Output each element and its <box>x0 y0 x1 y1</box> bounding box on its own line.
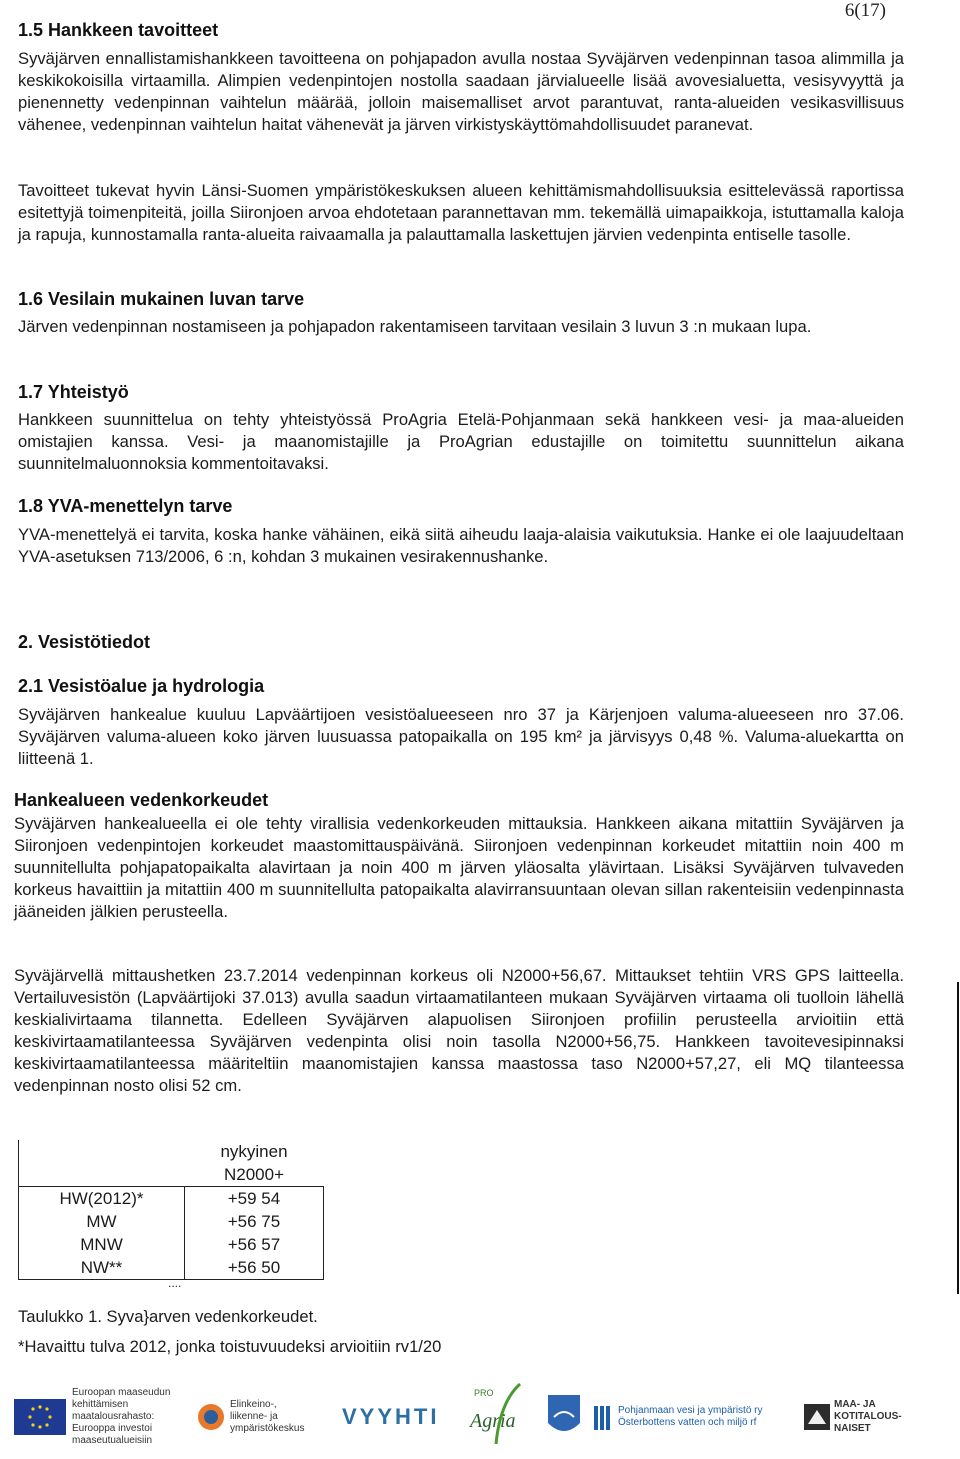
table-row-label: HW(2012)* <box>19 1187 185 1211</box>
eu-text: Euroopan maaseudun kehittämisen maatalousrahasto: Eurooppa investoi maaseutualueisiin <box>72 1387 171 1446</box>
table-row-value: +59 54 <box>185 1187 324 1211</box>
water-level-table <box>18 1140 324 1280</box>
logo-strip <box>0 1372 960 1459</box>
section-1-7-title: 1.7 Yhteistyö <box>18 382 129 402</box>
section-1-5-paragraph-2: Tavoitteet tukevat hyvin Länsi-Suomen ympäristökeskuksen alueen kehittämismahdollisuuksia esittelevässä raportissa esitettyjä toimenpiteitä, joilla Siironjoen arvoa ehdotetaan parannettavan mm. tekemällä uimapaikkoja, istuttamalla kaloja ja rapuja, kunnostamalla ranta-alueita raivaamalla ja palauttamalla laskettujen järvien vedenpinta entiselle tasolle. <box>18 181 904 244</box>
section-1-6-paragraph: Järven vedenpinnan nostamiseen ja pohjapadon rakentamiseen tarvitaan vesilain 3 luvun 3 :n mukaan lupa. <box>18 317 812 336</box>
proagria-text: Agria <box>470 1410 516 1432</box>
pohjanmaan-logo <box>594 1382 798 1452</box>
crest-logo <box>546 1382 582 1452</box>
section-2-1-title: 2.1 Vesistöalue ja hydrologia <box>18 676 265 696</box>
margin-line <box>957 982 959 1294</box>
section-1-8-paragraph: YVA-menettelyä ei tarvita, koska hanke vähäinen, eikä siitä aiheudu laaja-alaisia vaikutuksia. Hanke ei ole laajuudeltaan YVA-asetuksen 713/2006, 6 :n, kohdan 3 mukainen vesirakennushanke. <box>18 525 904 566</box>
table-row-label: MNW <box>19 1233 185 1256</box>
section-2-title: 2. Vesistötiedot <box>18 632 151 652</box>
section-1-6-title: 1.6 Vesilain mukainen luvan tarve <box>18 289 305 309</box>
ely-icon <box>196 1402 226 1432</box>
maaja-logo <box>804 1382 904 1452</box>
table-row-label: NW** <box>19 1256 185 1280</box>
vyyhti-text: VYYHTI <box>342 1404 440 1429</box>
table-caption: Taulukko 1. Syva}arven vedenkorkeudet. <box>18 1307 318 1326</box>
section-1-7-paragraph: Hankkeen suunnittelua on tehty yhteistyössä ProAgria Etelä-Pohjanmaan sekä hankkeen vesi- ja maa-alueiden omistajien kanssa. Vesi- ja maanomistajille ja ProAgrian edustajille on toimitettu suunnittelun aikana suunnitelmaluonnoksia kommentoitavaksi. <box>18 410 904 473</box>
page-number: 6(17) <box>844 0 886 21</box>
table-header-2: N2000+ <box>223 1164 285 1184</box>
water-levels-title: Hankealueen vedenkorkeudet <box>14 790 269 810</box>
eu-logo <box>14 1382 192 1452</box>
bars-icon <box>594 1402 612 1432</box>
section-2-1-paragraph: Syväjärven hankealue kuuluu Lapväärtijoen vesistöalueeseen nro 37 ja Kärjenjoen valuma-alueeseen nro 37.06. Syväjärven valuma-alueen koko järven luusuassa patopaikalla on 195 km² ja järvisyys 0,48 %. Valuma-aluekartta on liitteenä 1. <box>18 705 904 768</box>
ely-text: Elinkeino-, liikenne- ja ympäristökeskus <box>230 1399 305 1434</box>
table-row-value: +56 75 <box>185 1210 324 1233</box>
maaja-text: MAA- JA KOTITALOUS-NAISET <box>834 1399 902 1434</box>
table-header-1: nykyinen <box>220 1141 288 1161</box>
table-footnote: *Havaittu tulva 2012, jonka toistuvuudeksi arvioitiin rv1/20 <box>18 1337 442 1356</box>
vyyhti-logo <box>342 1382 439 1452</box>
proagria-pro: PRO <box>474 1388 494 1398</box>
maaja-icon <box>804 1404 830 1430</box>
water-levels-paragraph-1: Syväjärven hankealueella ei ole tehty virallisia vedenkorkeuden mittauksia. Hankkeen aikana mitattiin Syväjärven ja Siironjoen vedenpintojen korkeudet maastomittauspäivänä. Siironjoen vedenpinnan korkeudet mitattiin noin 400 m suunnitellulta pohjapatopaikalta alavirtaan ja noin 400 m järven yläosalta ylävirtaan. Lisäksi Syväjärven tulvaveden korkeus havaittiin ja mitattiin 400 m suunnitellulta patopaikalta alavirransuuntaan olevan sillan rakenteisiin vedenpinnasta jääneiden jälkien perusteella. <box>14 814 904 921</box>
table-header-empty <box>19 1140 185 1163</box>
section-1-5-title: 1.5 Hankkeen tavoitteet <box>18 20 219 40</box>
eu-flag-icon <box>14 1399 66 1435</box>
water-levels-paragraph-2: Syväjärvellä mittaushetken 23.7.2014 vedenpinnan korkeus oli N2000+56,67. Mittaukset tehtiin VRS GPS laitteella. Vertailuvesistön (Lapväärtijoki 37.013) avulla saadun virtaamatilanteen mukaan Syväjärven virtaama oli tuolloin lähellä keskialivirtaama tilannetta. Edelleen Syväjärven alapuolisen Siironjoen profiilin perusteella arvioitiin että keskivirtaamatilanteessa Syväjärven vedenpinta olisi noin tasolla N2000+56,75. Hankkeen tavoitevesipinnaksi keskivirtaamatilanteessa määriteltiin maanomistajien kanssa maastossa taso N2000+57,27, eli MQ tilanteessa vedenpinnan nosto olisi 52 cm. <box>14 966 904 1095</box>
proagria-logo <box>470 1382 530 1452</box>
pohjanmaan-text: Pohjanmaan vesi ja ympäristö ry Österbottens vatten och miljö rf <box>618 1405 763 1428</box>
leaf-icon <box>490 1382 524 1448</box>
table-header-empty-2 <box>19 1163 185 1187</box>
table-row-label: MW <box>19 1210 185 1233</box>
table-row-value: +56 50 <box>185 1256 324 1280</box>
crest-icon <box>546 1393 582 1441</box>
table-stray-dots: .... <box>168 1276 182 1290</box>
section-1-5-paragraph-1: Syväjärven ennallistamishankkeen tavoitteena on pohjapadon avulla nostaa Syväjärven vedenpinnan tasoa alimmilla ja keskikokoisilla virtaamilla. Alimpien vedenpintojen nostolla saadaan järvialueelle lisää avovesialuetta, vesisyvyyttä ja pienennetty vedenpinnan vaihtelun määrää, jolloin maisemalliset arvot parantuvat, ranta-alueiden vesikasvillisuus vähenee, vedenpinnan vaihtelun haitat vähenevät ja järven virkistyskäyttömahdollisuudet paranevat. <box>18 49 904 134</box>
ely-logo <box>196 1382 314 1452</box>
table-row-value: +56 57 <box>185 1233 324 1256</box>
section-1-8-title: 1.8 YVA-menettelyn tarve <box>18 496 233 516</box>
